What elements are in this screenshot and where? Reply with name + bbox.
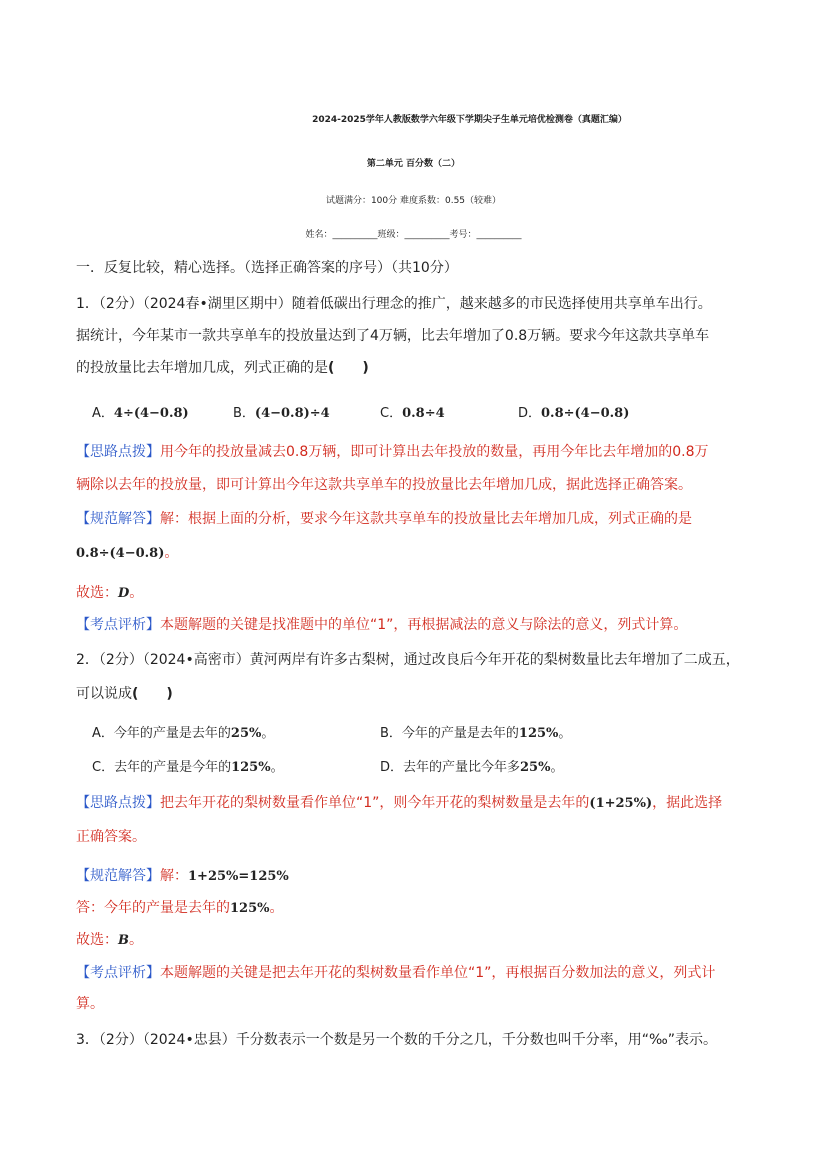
answer-tag: 【规范解答】 (76, 511, 160, 527)
option-label: C．去年的产量是今年的 (92, 760, 232, 775)
answer-text: 答：今年的产量是去年的 (76, 900, 230, 916)
q2-line-1: 2．（2分）（2024•高密市）黄河两岸有许多古梨树，通过改良后今年开花的梨树数量比去年增加了二成五， (76, 652, 740, 668)
q1-answer-line-1 (76, 509, 692, 529)
q1-option-d (518, 404, 629, 424)
option-label: A．今年的产量是去年的 (92, 726, 231, 741)
option-label: D． (518, 406, 542, 421)
option-end: 。 (550, 760, 564, 775)
answer-expression: 1+25%=125% (188, 869, 289, 884)
q1-review-line (76, 615, 687, 635)
q1-hint-line-2: 辆除以去年的投放量，即可计算出今年这款共享单车的投放量比去年增加几成，据此选择正确答案。 (76, 477, 692, 493)
q1-option-c (380, 404, 445, 424)
q2-review-line-2: 算。 (76, 996, 104, 1012)
q2-option-c (92, 758, 284, 778)
option-end: 。 (558, 726, 572, 741)
hint-expression: (1+25%) (589, 796, 653, 811)
choice-end: 。 (129, 585, 144, 601)
option-expression: 125% (231, 760, 271, 775)
q1-line-2: 据统计，今年某市一款共享单车的投放量达到了4万辆，比去年增加了0.8万辆。要求今年这款共享单车 (76, 328, 710, 344)
q2-stem-end: 可以说成 (76, 686, 132, 702)
review-tag: 【考点评析】 (76, 965, 160, 981)
q2-line-2 (76, 684, 173, 704)
answer-end: 。 (269, 900, 284, 916)
q2-hint-line-1 (76, 793, 722, 814)
option-expression: (4−0.8)÷4 (254, 406, 330, 421)
exam-title: 2024-2025学年人教版数学六年级下学期尖子生单元培优检测卷（真题汇编） (312, 115, 627, 125)
q2-answer-paren: ( ) (132, 686, 173, 702)
option-label: B． (233, 406, 255, 421)
q2-option-b (380, 724, 571, 744)
answer-text: 解：根据上面的分析，要求今年这款共享单车的投放量比去年增加几成，列式正确的是 (160, 511, 692, 527)
option-label: A． (92, 406, 114, 421)
option-expression: 25% (230, 726, 262, 741)
q2-answer-line-2 (76, 898, 284, 919)
review-text: 本题解题的关键是找准题中的单位“1”，再根据减法的意义与除法的意义，列式计算。 (160, 617, 688, 633)
choice-label: 故选： (76, 585, 118, 601)
hint-tag: 【思路点拨】 (76, 795, 160, 811)
choice-letter: B (118, 933, 129, 948)
option-expression: 25% (520, 760, 551, 775)
section-title: 一．反复比较，精心选择。（选择正确答案的序号）（共10分） (76, 260, 458, 276)
q1-line-3 (76, 358, 369, 378)
choice-label: 故选： (76, 932, 118, 948)
option-expression: 0.8÷4 (402, 406, 445, 421)
unit-title: 第二单元 百分数（二） (366, 159, 461, 169)
hint-text: 把去年开花的梨树数量看作单位“1”，则今年开花的梨树数量是去年的 (160, 795, 590, 811)
answer-expression: 125% (230, 901, 270, 916)
answer-expression: 0.8÷(4−0.8) (76, 546, 165, 561)
q1-answer-paren: ( ) (328, 360, 369, 376)
option-end: 。 (270, 760, 284, 775)
option-label: B．今年的产量是去年的 (380, 726, 519, 741)
q1-stem-end: 的投放量比去年增加几成，列式正确的是 (76, 360, 328, 376)
q1-option-b (233, 404, 330, 424)
option-expression: 4÷(4−0.8) (113, 406, 189, 421)
q1-line-1: 1．（2分）（2024春•湖里区期中）随着低碳出行理念的推广，越来越多的市民选择使用共享单车出行。 (76, 296, 712, 312)
exam-meta: 试题满分：100分 难度系数：0.55（较难） (325, 196, 502, 206)
q1-option-a (92, 404, 189, 424)
q2-answer-line-1 (76, 866, 289, 887)
q3-line-1: 3．（2分）（2024•忠县）千分数表示一个数是另一个数的千分之几，千分数也叫千分率，用“‰”表示。 (76, 1032, 717, 1048)
answer-text: 解： (160, 868, 188, 884)
q2-option-d (380, 758, 563, 778)
q1-hint-line-1 (76, 442, 709, 462)
q2-choice-line (76, 930, 143, 951)
q1-choice-line (76, 583, 143, 604)
option-expression: 0.8÷(4−0.8) (541, 406, 630, 421)
hint-text: 用今年的投放量减去0.8万辆，即可计算出去年投放的数量，再用今年比去年增加的0.8万 (160, 444, 709, 460)
answer-end: 。 (164, 545, 179, 561)
option-label: D．去年的产量比今年多 (380, 760, 521, 775)
q2-hint-line-2: 正确答案。 (76, 829, 146, 845)
choice-end: 。 (129, 932, 143, 948)
option-expression: 125% (518, 726, 559, 741)
option-label: C． (380, 406, 403, 421)
option-end: 。 (261, 726, 275, 741)
review-text: 本题解题的关键是把去年开花的梨树数量看作单位“1”，再根据百分数加法的意义，列式计 (160, 965, 716, 981)
q2-review-line-1 (76, 963, 715, 983)
choice-letter: D (118, 586, 130, 601)
hint-tag: 【思路点拨】 (76, 444, 160, 460)
review-tag: 【考点评析】 (76, 617, 160, 633)
q2-option-a (92, 724, 274, 744)
q1-answer-line-2 (76, 543, 178, 564)
hint-text-end: ，据此选择 (652, 795, 723, 811)
name-class-id-line: 姓名：__________班级：__________考号：__________ (305, 230, 522, 240)
answer-tag: 【规范解答】 (76, 868, 160, 884)
